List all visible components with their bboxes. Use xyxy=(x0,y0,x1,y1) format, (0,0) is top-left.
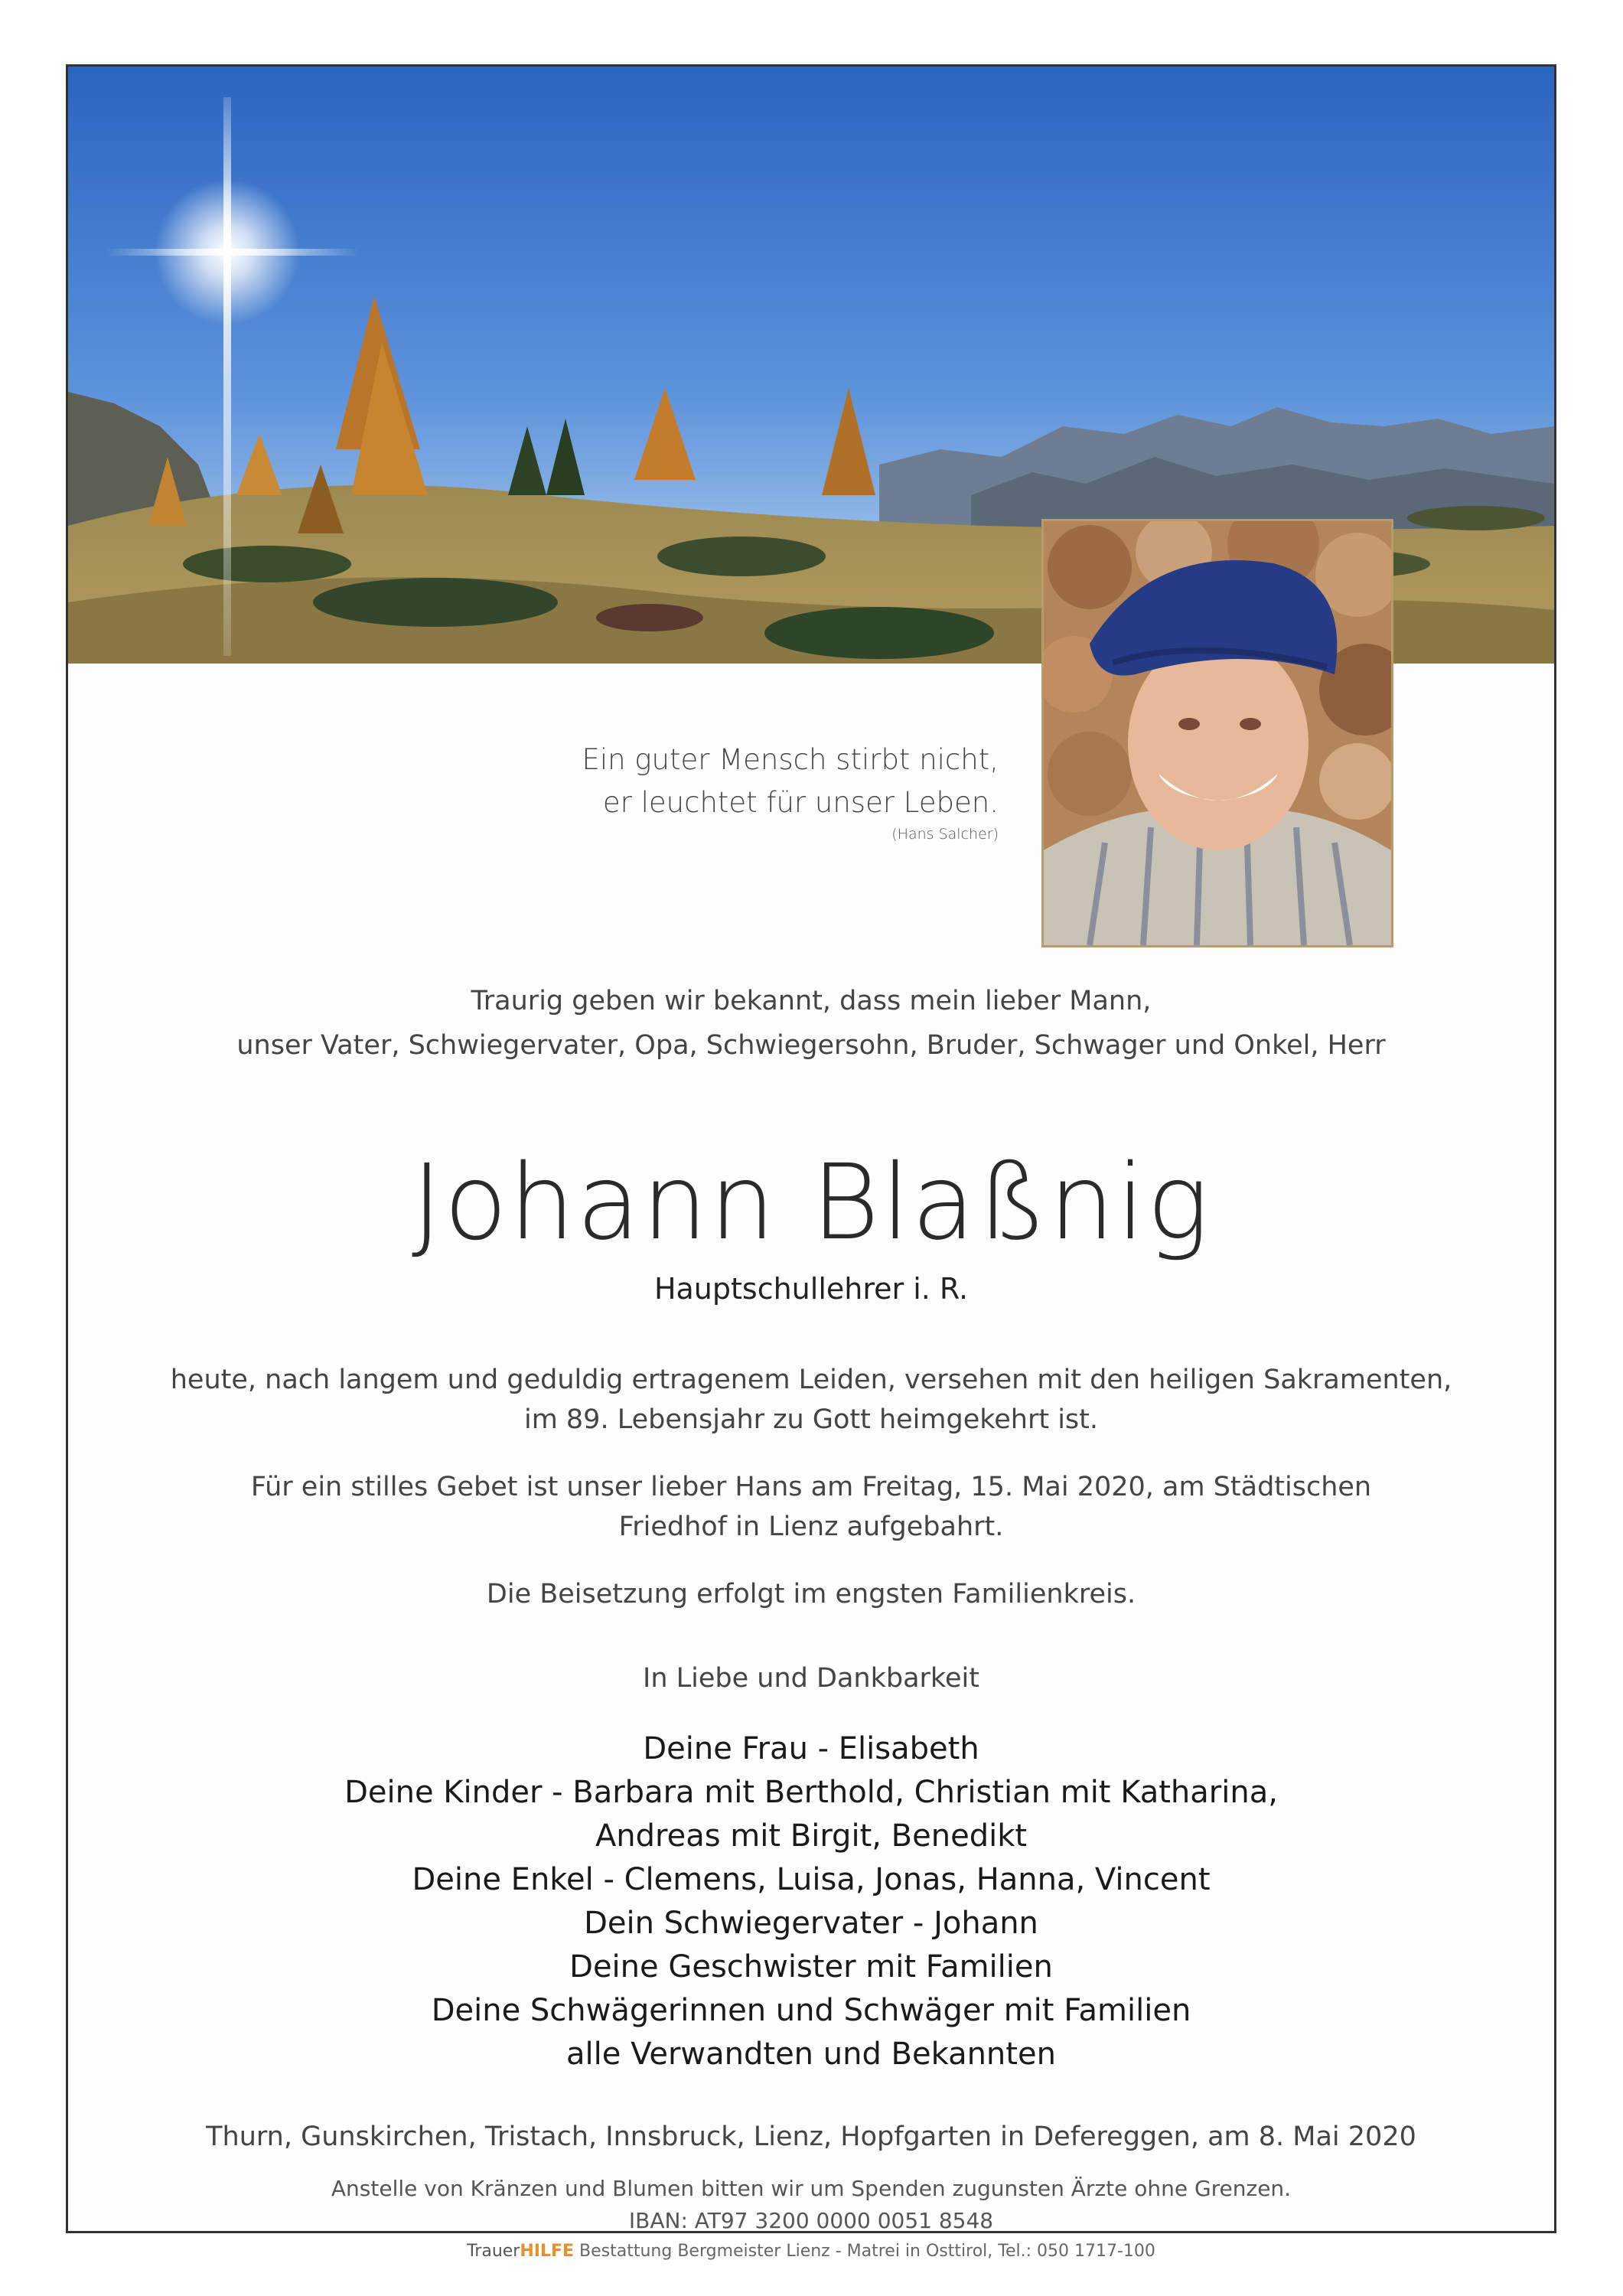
family-line: Deine Kinder - Barbara mit Berthold, Christian mit Katharina, xyxy=(344,1775,1278,1810)
epitaph-quote xyxy=(582,739,999,844)
intro-text xyxy=(68,979,1554,1068)
portrait-photo xyxy=(1041,519,1393,947)
family-line: Deine Enkel - Clemens, Luisa, Jonas, Hanna, Vincent xyxy=(412,1862,1211,1897)
family-line: Deine Geschwister mit Familien xyxy=(569,1949,1053,1985)
family-line: Deine Frau - Elisabeth xyxy=(643,1731,979,1766)
deceased-name: Johann Blaßnig xyxy=(411,1143,1211,1264)
gratitude-line: In Liebe und Dankbarkeit xyxy=(643,1663,979,1694)
brand-trauer: Trauer xyxy=(467,2242,520,2261)
announcement-line-1: heute, nach langem und geduldig ertragenem Leiden, versehen mit den heiligen Sakramenten, xyxy=(170,1365,1452,1395)
family-list xyxy=(68,1727,1554,2076)
intro-line-1: Traurig geben wir bekannt, dass mein lieber Mann, xyxy=(471,986,1152,1016)
donation-note xyxy=(68,2173,1554,2237)
funeral-home-footer xyxy=(68,2240,1554,2263)
deceased-title: Hauptschullehrer i. R. xyxy=(653,1272,969,1306)
burial-paragraph: Die Beisetzung erfolgt im engsten Familienkreis. xyxy=(486,1579,1136,1609)
announcement-line-2: im 89. Lebensjahr zu Gott heimgekehrt ist. xyxy=(523,1404,1099,1435)
funeral-home-contact: Bestattung Bergmeister Lienz - Matrei in Osttirol, Tel.: 050 1717-100 xyxy=(574,2242,1155,2261)
family-line: Dein Schwiegervater - Johann xyxy=(584,1906,1038,1941)
place-and-date: Thurn, Gunskirchen, Tristach, Innsbruck, Lienz, Hopfgarten in Defereggen, am 8. Mai 2020 xyxy=(206,2122,1416,2152)
announcement-paragraph xyxy=(68,1360,1554,1440)
family-line: Deine Schwägerinnen und Schwäger mit Familien xyxy=(431,1993,1191,2028)
donation-iban: IBAN: AT97 3200 0000 0051 8548 xyxy=(628,2208,994,2233)
viewing-line-1: Für ein stilles Gebet ist unser lieber Hans am Freitag, 15. Mai 2020, am Städtischen xyxy=(250,1472,1372,1502)
brand-hilfe: HILFE xyxy=(520,2242,575,2261)
family-line: alle Verwandten und Bekannten xyxy=(566,2037,1056,2072)
quote-line-2: er leuchtet für unser Leben. xyxy=(602,786,999,819)
obituary-card xyxy=(66,64,1556,2261)
quote-line-1: Ein guter Mensch stirbt nicht, xyxy=(582,743,999,776)
viewing-line-2: Friedhof in Lienz aufgebahrt. xyxy=(618,1512,1004,1542)
quote-source: (Hans Salcher) xyxy=(891,826,999,843)
donation-line-1: Anstelle von Kränzen und Blumen bitten wir um Spenden zugunsten Ärzte ohne Grenzen. xyxy=(331,2176,1292,2201)
intro-line-2: unser Vater, Schwiegervater, Opa, Schwiegersohn, Bruder, Schwager und Onkel, Herr xyxy=(236,1030,1386,1061)
family-line: Andreas mit Birgit, Benedikt xyxy=(595,1818,1028,1854)
viewing-paragraph xyxy=(68,1467,1554,1547)
